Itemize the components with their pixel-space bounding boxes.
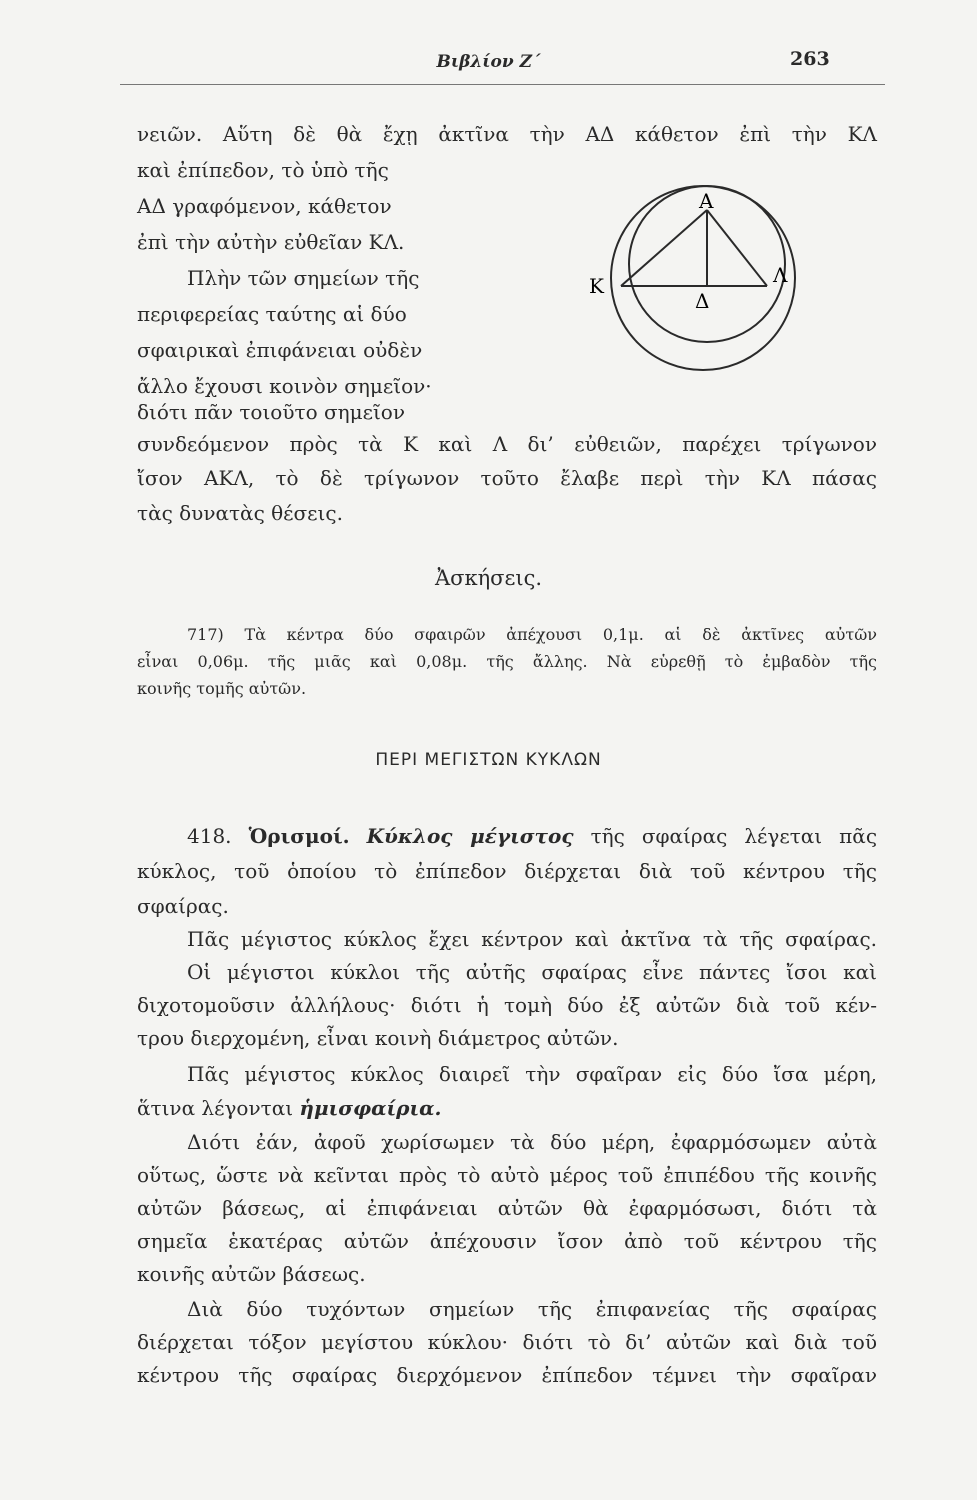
- text-line: σφαίρας.: [137, 894, 229, 918]
- text-line: Πᾶς μέγιστος κύκλος ἔχει κέντρον καὶ ἀκτῖνα τὰ τῆς σφαίρας.: [187, 927, 877, 951]
- text-line: σημεῖα ἑκατέρας αὐτῶν ἀπέχουσιν ἴσον ἀπὸ τοῦ κέντρου τῆς: [137, 1229, 877, 1253]
- text-line: κύκλος, τοῦ ὁποίου τὸ ἐπίπεδον διέρχεται διὰ τοῦ κέντρου τῆς: [137, 859, 877, 883]
- label-l: Λ: [773, 263, 788, 287]
- text-line: αὐτῶν βάσεως, αἱ ἐπιφάνειαι αὐτῶν θὰ ἐφαρμόσωσι, διότι τὰ: [137, 1196, 877, 1220]
- hemisphere-line: [137, 1094, 877, 1122]
- text-line: νειῶν. Αὕτη δὲ θὰ ἔχῃ ἀκτῖνα τὴν ΑΔ κάθετον ἐπὶ τὴν ΚΛ: [137, 122, 877, 146]
- label-a: Α: [699, 189, 714, 213]
- text-line: εἶναι 0,06μ. τῆς μιᾶς καὶ 0,08μ. τῆς ἄλλης. Νὰ εὑρεθῇ τὸ ἐμβαδὸν τῆς: [137, 652, 877, 671]
- text-line: κέντρου τῆς σφαίρας διερχόμενον ἐπίπεδον τέμνει τὴν σφαῖραν: [137, 1363, 877, 1387]
- text-line: συνδεόμενον πρὸς τὰ Κ καὶ Λ δι’ εὐθειῶν, παρέχει τρίγωνον: [137, 432, 877, 456]
- text-line: ἐπὶ τὴν αὐτὴν εὐθεῖαν ΚΛ.: [137, 230, 405, 254]
- exercises-heading: Ἀσκήσεις.: [434, 566, 543, 590]
- definition-first-line: [187, 822, 877, 850]
- section-heading: ΠΕΡΙ ΜΕΓΙΣΤΩΝ ΚΥΚΛΩΝ: [375, 750, 602, 770]
- text-line: τρου διερχομένη, εἶναι κοινὴ διάμετρος αὐτῶν.: [137, 1026, 619, 1050]
- text-line: διέρχεται τόξον μεγίστου κύκλου· διότι τὸ δι’ αὐτῶν καὶ διὰ τοῦ: [137, 1330, 877, 1354]
- segment-al: [707, 210, 767, 286]
- segment-ak: [621, 210, 707, 286]
- definition-text: τῆς σφαίρας λέγεται πᾶς: [590, 824, 878, 848]
- label-d: Δ: [695, 289, 710, 313]
- text-line: διότι πᾶν τοιοῦτο σημεῖον: [137, 400, 405, 424]
- text-line: διχοτομοῦσιν ἀλλήλους· διότι ἡ τομὴ δύο ἐξ αὐτῶν διὰ τοῦ κέν-: [137, 993, 877, 1017]
- hemisphere-prefix: ἅτινα λέγονται: [137, 1096, 294, 1120]
- definition-term: Κύκλος μέγιστος: [366, 824, 574, 848]
- text-line: ΑΔ γραφόμενον, κάθετον: [137, 194, 392, 218]
- intersecting-circles-figure: [497, 176, 837, 386]
- text-line: Πλὴν τῶν σημείων τῆς: [187, 266, 420, 290]
- text-line: καὶ ἐπίπεδον, τὸ ὑπὸ τῆς: [137, 158, 389, 182]
- text-line: Οἱ μέγιστοι κύκλοι τῆς αὐτῆς σφαίρας εἶνε πάντες ἴσοι καὶ: [187, 960, 877, 984]
- header-rule: [120, 84, 885, 85]
- text-line: περιφερείας ταύτης αἱ δύο: [137, 302, 407, 326]
- running-title: Βιβλίον Ζ΄: [436, 52, 541, 72]
- label-k: Κ: [589, 274, 604, 298]
- definition-number: 418.: [187, 824, 232, 848]
- text-line: Διὰ δύο τυχόντων σημείων τῆς ἐπιφανείας τῆς σφαίρας: [187, 1297, 877, 1321]
- text-line: Διότι ἐάν, ἀφοῦ χωρίσωμεν τὰ δύο μέρη, ἐφαρμόσωμεν αὐτὰ: [187, 1130, 877, 1154]
- text-line: οὕτως, ὥστε νὰ κεῖνται πρὸς τὸ αὐτὸ μέρος τοῦ ἐπιπέδου τῆς κοινῆς: [137, 1163, 877, 1187]
- text-line: 717) Τὰ κέντρα δύο σφαιρῶν ἀπέχουσι 0,1μ. αἱ δὲ ἀκτῖνες αὐτῶν: [187, 625, 877, 644]
- text-line: ἄλλο ἔχουσι κοινὸν σημεῖον·: [137, 374, 432, 398]
- text-line: Πᾶς μέγιστος κύκλος διαιρεῖ τὴν σφαῖραν εἰς δύο ἴσα μέρη,: [187, 1062, 877, 1086]
- text-line: κοινῆς τομῆς αὐτῶν.: [137, 679, 307, 698]
- hemisphere-term: ἡμισφαίρια.: [299, 1096, 442, 1120]
- definition-label: Ὁρισμοί.: [248, 824, 350, 848]
- text-line: κοινῆς αὐτῶν βάσεως.: [137, 1262, 366, 1286]
- text-line: σφαιρικαὶ ἐπιφάνειαι οὐδὲν: [137, 338, 423, 362]
- text-line: ἴσον ΑΚΛ, τὸ δὲ τρίγωνον τοῦτο ἔλαβε περὶ τὴν ΚΛ πάσας: [137, 466, 877, 490]
- page-number: 263: [790, 48, 830, 70]
- text-line: τὰς δυνατὰς θέσεις.: [137, 501, 343, 525]
